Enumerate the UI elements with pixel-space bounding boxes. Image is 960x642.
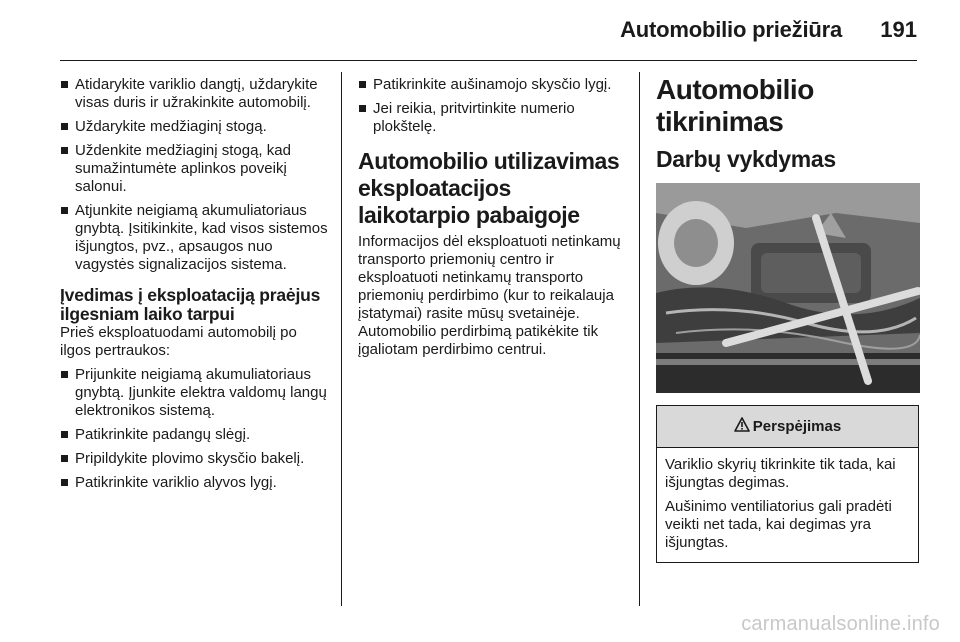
list-item: Pripildykite plovimo skysčio bakelį. xyxy=(60,450,328,468)
warning-body xyxy=(657,448,918,562)
storage-steps-list xyxy=(60,76,328,274)
chapter-title: Automobilio priežiūra xyxy=(620,17,842,42)
main-heading: Automobilio tikrinimas xyxy=(656,74,814,137)
warning-paragraph: Variklio skyrių tikrinkite tik tada, kai išjungtas degimas. xyxy=(665,456,896,491)
list-item: Uždarykite medžiaginį stogą. xyxy=(60,118,328,136)
warning-box xyxy=(656,405,919,563)
disposal-text: Informacijos dėl eksploatuoti netinkamų transporto priemonių centro ir eksploatuoti netinkamų transporto priemonių perdirbimo (kur to reikalauja įstatymai) rasite mūsų svetainėje. Automobilio perdirbimą patikėkite tik įgaliotam perdirbimo centrui. xyxy=(358,233,621,358)
recommissioning-steps-list xyxy=(60,366,328,492)
header-rule xyxy=(60,60,917,61)
warning-triangle-icon xyxy=(734,417,750,436)
list-item: Jei reikia, pritvirtinkite numerio plokštelę. xyxy=(358,100,622,136)
column-2 xyxy=(358,76,622,365)
warning-paragraph: Aušinimo ventiliatorius gali pradėti veikti net tada, kai degimas yra išjungtas. xyxy=(665,498,892,551)
section-heading-recommissioning: Įvedimas į eksploataciją praėjus ilgesniam laiko tarpui xyxy=(60,285,321,324)
engine-bay-illustration xyxy=(656,183,920,393)
list-item: Patikrinkite variklio alyvos lygį. xyxy=(60,474,328,492)
section-heading-disposal: Automobilio utilizavimas eksploatacijos laikotarpio pabaigoje xyxy=(358,148,620,228)
warning-header xyxy=(657,406,918,448)
list-item: Prijunkite neigiamą akumuliatoriaus gnybtą. Įjunkite elektra valdomų langų elektronikos sistemą. xyxy=(60,366,328,420)
list-item: Atjunkite neigiamą akumuliatoriaus gnybtą. Įsitikinkite, kad visos sistemos išjungtos, pvz., apsaugos nuo vagystės signalizacijos sistema. xyxy=(60,202,328,274)
column-divider-1 xyxy=(341,72,342,606)
list-item: Atidarykite variklio dangtį, uždarykite visas duris ir užrakinkite automobilį. xyxy=(60,76,328,112)
column-divider-2 xyxy=(639,72,640,606)
column-1 xyxy=(60,76,328,498)
list-item: Patikrinkite aušinamojo skysčio lygį. xyxy=(358,76,622,94)
section-intro: Prieš eksploatuodami automobilį po ilgos pertraukos: xyxy=(60,324,297,359)
continued-steps-list xyxy=(358,76,622,136)
list-item: Uždenkite medžiaginį stogą, kad sumažintumėte aplinkos poveikį salonui. xyxy=(60,142,328,196)
watermark: carmanualsonline.info xyxy=(741,613,940,635)
list-item: Patikrinkite padangų slėgį. xyxy=(60,426,328,444)
page-number: 191 xyxy=(880,17,917,42)
page-header xyxy=(0,0,960,62)
engine-bay-photo xyxy=(656,183,920,393)
warning-title: Perspėjimas xyxy=(752,418,842,435)
column-3 xyxy=(656,74,920,563)
sub-heading: Darbų vykdymas xyxy=(656,146,836,172)
